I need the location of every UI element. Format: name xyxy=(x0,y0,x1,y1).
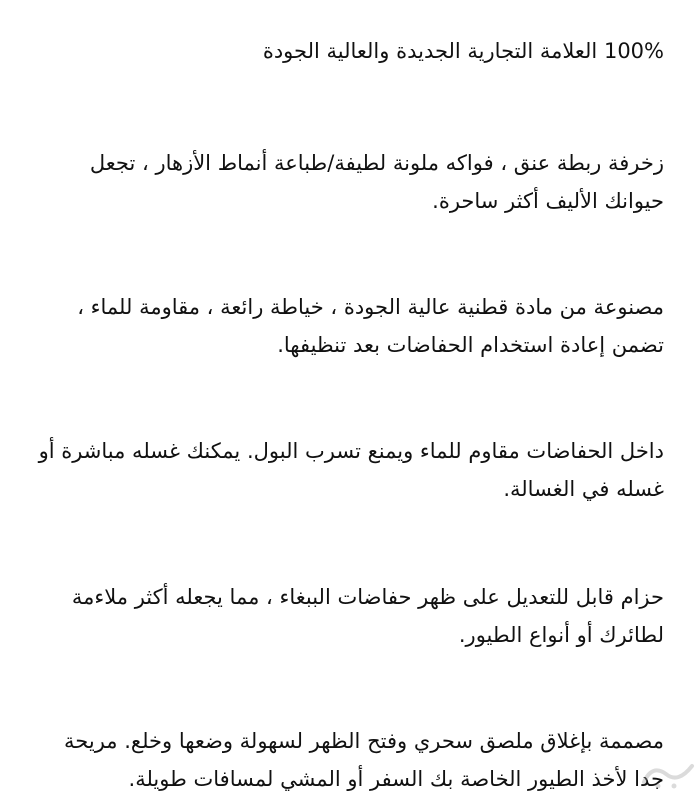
paragraph-line: جدا لأخذ الطيور الخاصة بك السفر أو المشي لمسافات طويلة. xyxy=(128,767,664,791)
paragraph-line: حزام قابل للتعديل على ظهر حفاضات الببغاء ، مما يجعله أكثر ملاءمة xyxy=(71,585,664,609)
paragraph-decoration xyxy=(34,144,664,220)
paragraph-line: زخرفة ربطة عنق ، فواكه ملونة لطيفة/طباعة أنماط الأزهار ، تجعل xyxy=(89,151,664,175)
paragraph-line: حيوانك الأليف أكثر ساحرة. xyxy=(432,189,664,213)
paragraph-brand-quality xyxy=(34,32,664,70)
paragraph-line: مصنوعة من مادة قطنية عالية الجودة ، خياطة رائعة ، مقاومة للماء ، xyxy=(77,295,664,319)
paragraph-closure xyxy=(34,722,664,798)
paragraph-line: غسله في الغسالة. xyxy=(503,477,664,501)
paragraph-material xyxy=(34,288,664,364)
paragraph-line: داخل الحفاضات مقاوم للماء ويمنع تسرب البول. يمكنك غسله مباشرة أو xyxy=(38,439,664,463)
paragraph-line: لطائرك أو أنواع الطيور. xyxy=(458,623,664,647)
paragraph-line: تضمن إعادة استخدام الحفاضات بعد تنظيفها. xyxy=(277,333,664,357)
paragraph-adjustable-strap xyxy=(34,578,664,654)
site-watermark-logo xyxy=(638,756,698,792)
paragraph-line: مصممة بإغلاق ملصق سحري وفتح الظهر لسهولة وضعها وخلع. مريحة xyxy=(64,729,664,753)
paragraph-waterproof xyxy=(34,432,664,508)
paragraph-line: 100% العلامة التجارية الجديدة والعالية الجودة xyxy=(262,39,664,63)
